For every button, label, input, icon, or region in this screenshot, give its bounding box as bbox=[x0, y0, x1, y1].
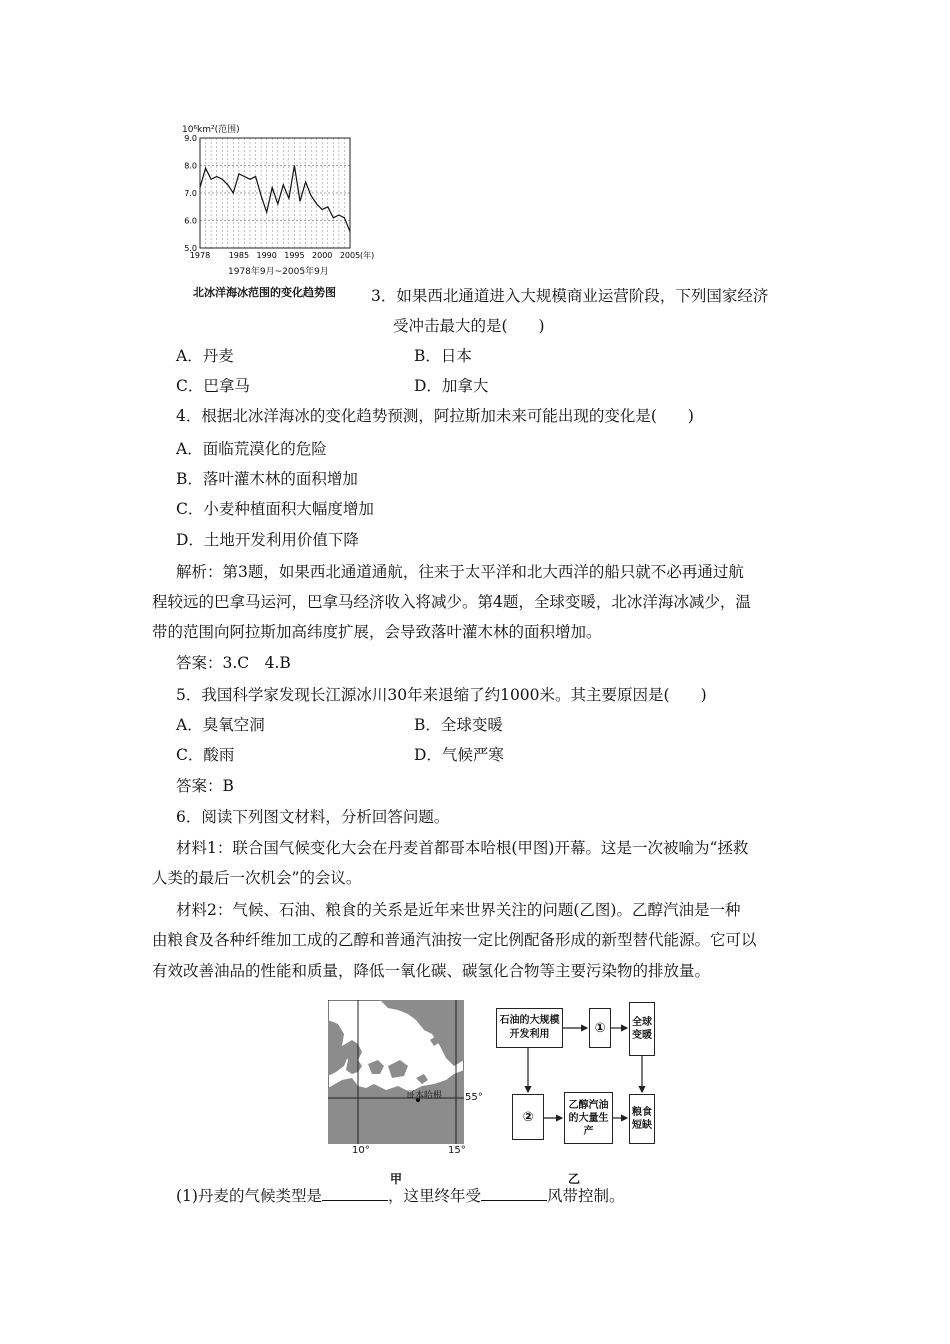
chart-series-line bbox=[200, 166, 350, 232]
q3-stem-line2: 受冲击最大的是( ) bbox=[393, 317, 545, 335]
map-longitude-label-2: 15° bbox=[448, 1145, 466, 1156]
flow-box-oil: 石油的大规模开发利用 bbox=[496, 1008, 563, 1048]
map-caption: 甲 bbox=[390, 1172, 403, 1186]
q6-material2-line2: 由粮食及各种纤维加工成的乙醇和普通汽油按一定比例配备形成的新型替代能源。它可以 bbox=[152, 931, 757, 949]
sea-ice-chart bbox=[180, 122, 375, 282]
q4-option-d: D．土地开发利用价值下降 bbox=[176, 531, 359, 549]
q6-sub1 bbox=[176, 1186, 625, 1206]
q5-option-b: B．全球变暖 bbox=[414, 716, 503, 734]
map-city-label: 哥本哈根 bbox=[406, 1091, 443, 1101]
q6-material1-line2: 人类的最后一次机会”的会议。 bbox=[152, 869, 362, 887]
q3-option-d: D．加拿大 bbox=[414, 377, 489, 395]
flow-box-ethanol: 乙醇汽油的大量生产 bbox=[564, 1092, 613, 1144]
analysis-line2: 程较远的巴拿马运河，巴拿马经济收入将减少。第4题，全球变暖，北冰洋海冰减少，温 bbox=[152, 593, 751, 611]
denmark-map-drawing bbox=[328, 1000, 464, 1144]
chart-y-tick-label: 9.0 bbox=[184, 134, 197, 143]
chart-plot bbox=[180, 132, 375, 280]
chart-y-tick-label: 5.0 bbox=[184, 244, 197, 253]
flow-box-blank-2: ② bbox=[512, 1094, 544, 1140]
chart-x-tick-label: 1978 bbox=[189, 251, 211, 260]
q4-stem: 4．根据北冰洋海冰的变化趋势预测，阿拉斯加未来可能出现的变化是( ) bbox=[176, 407, 694, 425]
q4-option-a: A．面临荒漠化的危险 bbox=[176, 440, 327, 458]
flow-box-blank-1: ① bbox=[589, 1008, 611, 1048]
answer-blank-wind-belt[interactable] bbox=[481, 1186, 547, 1201]
q5-stem: 5．我国科学家发现长江源冰川30年来退缩了约1000米。其主要原因是( ) bbox=[176, 686, 707, 704]
q6-sub1-part-c: 风带控制。 bbox=[546, 1187, 625, 1205]
q6-sub1-part-b: ，这里终年受 bbox=[387, 1187, 481, 1205]
chart-x-tick-label: 2005 bbox=[339, 251, 361, 260]
q4-option-b: B．落叶灌木林的面积增加 bbox=[176, 470, 358, 488]
denmark-map bbox=[328, 1000, 483, 1156]
flow-box-food-shortage: 粮食短缺 bbox=[629, 1094, 655, 1144]
q6-material2-line3: 有效改善油品的性能和质量，降低一氧化碳、碳氢化合物等主要污染物的排放量。 bbox=[152, 962, 711, 980]
q6-material2-line1: 材料2：气候、石油、粮食的关系是近年来世界关注的问题(乙图)。乙醇汽油是一种 bbox=[176, 901, 741, 919]
q3-option-c: C．巴拿马 bbox=[176, 377, 250, 395]
analysis-line3: 带的范围向阿拉斯加高纬度扩展，会导致落叶灌木林的面积增加。 bbox=[152, 623, 602, 641]
q3-option-a: A．丹麦 bbox=[176, 347, 234, 365]
chart-x-tick-label: 2000 bbox=[312, 251, 333, 260]
q6-sub1-part-a: (1)丹麦的气候类型是 bbox=[176, 1187, 322, 1205]
flow-caption: 乙 bbox=[568, 1172, 581, 1186]
q5-option-d: D．气候严寒 bbox=[414, 746, 504, 764]
q5-option-c: C．酸雨 bbox=[176, 746, 235, 764]
q5-option-a: A．臭氧空洞 bbox=[176, 716, 265, 734]
chart-x-tick-label: 1985 bbox=[228, 251, 250, 260]
chart-y-tick-label: 7.0 bbox=[184, 189, 197, 198]
analysis-answer: 答案：3.C 4.B bbox=[176, 654, 291, 672]
analysis-line1: 解析：第3题，如果西北通道通航，往来于太平洋和北大西洋的船只就不必再通过航 bbox=[176, 563, 744, 581]
map-latitude-label: 55° bbox=[465, 1092, 483, 1103]
chart-y-tick-label: 8.0 bbox=[184, 161, 197, 171]
chart-x-tick-label: 1995 bbox=[284, 251, 305, 260]
q5-answer: 答案：B bbox=[176, 777, 234, 795]
flow-box-global-warming: 全球变暖 bbox=[629, 1002, 655, 1056]
chart-x-tick-label: 1990 bbox=[256, 251, 277, 260]
map-longitude-label-1: 10° bbox=[352, 1145, 370, 1156]
chart-x-unit-label: (年) bbox=[360, 251, 375, 260]
chart-unit-label: 10⁶km²(范围) bbox=[182, 125, 240, 135]
q6-stem: 6．阅读下列图文材料，分析回答问题。 bbox=[176, 808, 450, 826]
chart-y-tick-label: 6.0 bbox=[184, 216, 197, 226]
chart-title: 北冰洋海冰范围的变化趋势图 bbox=[193, 286, 336, 299]
q3-stem-line1: 3．如果西北通道进入大规模商业运营阶段，下列国家经济 bbox=[371, 287, 769, 305]
chart-period-label: 1978年9月~2005年9月 bbox=[228, 267, 329, 277]
flow-diagram bbox=[494, 1000, 664, 1150]
q3-option-b: B．日本 bbox=[414, 347, 472, 365]
answer-blank-climate[interactable] bbox=[322, 1186, 388, 1201]
chart-frame bbox=[200, 138, 350, 248]
q4-option-c: C．小麦种植面积大幅度增加 bbox=[176, 500, 374, 518]
q6-material1-line1: 材料1：联合国气候变化大会在丹麦首都哥本哈根(甲图)开幕。这是一次被喻为“拯救 bbox=[176, 839, 749, 857]
